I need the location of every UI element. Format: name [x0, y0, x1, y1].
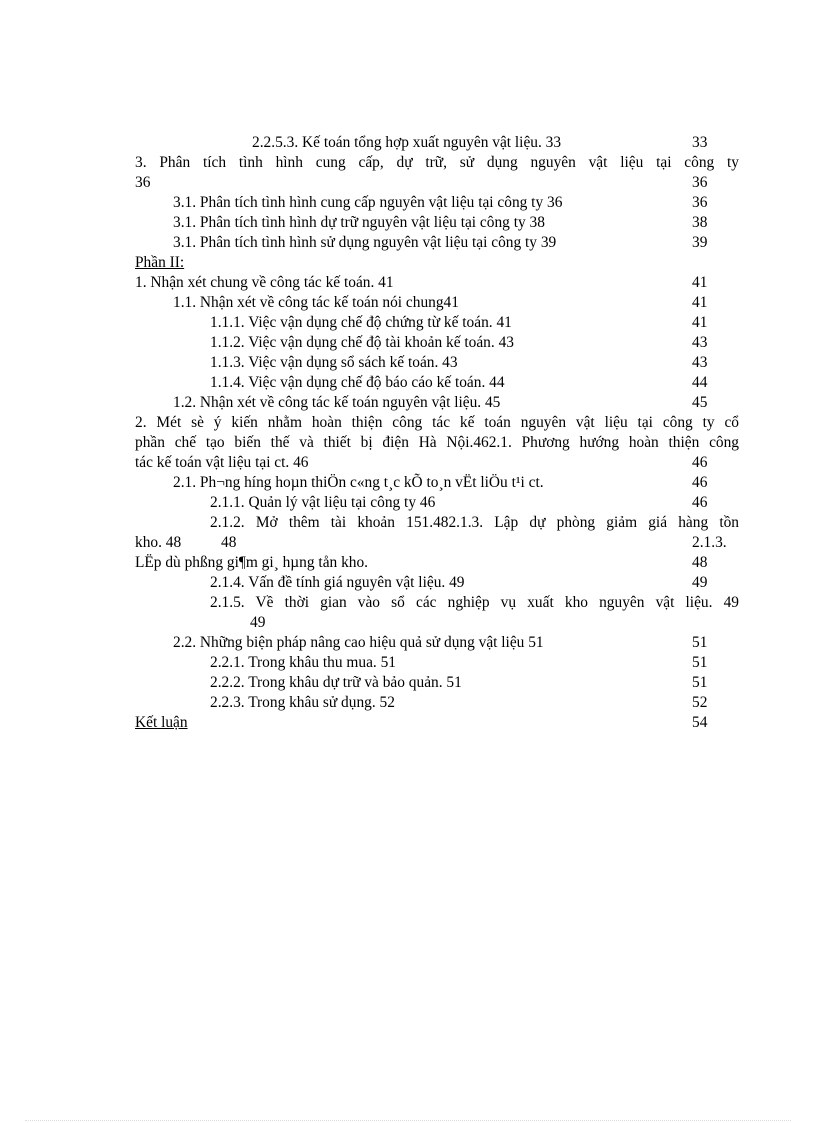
- toc-entry-title: 2.2. Những biện pháp nâng cao hiệu quả sử dụng vật liệu 51: [173, 634, 544, 651]
- toc-entry-page: 51: [692, 654, 708, 671]
- toc-entry-page: 54: [692, 714, 708, 731]
- toc-entry-title: 2.1.1. Quản lý vật liệu tại công ty 46: [210, 494, 436, 511]
- toc-entry[interactable]: [135, 633, 739, 653]
- toc-part-heading[interactable]: [135, 253, 739, 273]
- toc-entry-page: 41: [692, 294, 708, 311]
- toc-entry[interactable]: [135, 473, 739, 493]
- toc-entry-title: 3. Phân tích tình hình cung cấp, dự trữ, sử dụng nguyên vật liệu tại công ty: [135, 154, 739, 171]
- page-bottom-divider: [25, 1120, 791, 1121]
- toc-entry-title-cont: kho. 48: [135, 534, 182, 551]
- toc-entry-title: 3.1. Phân tích tình hình cung cấp nguyên vật liệu tại công ty 36: [173, 194, 563, 211]
- toc-entry[interactable]: [135, 513, 739, 533]
- toc-entry-page: 39: [692, 234, 708, 251]
- toc-entry-page: 51: [692, 674, 708, 691]
- toc-entry-page: 43: [692, 354, 708, 371]
- toc-entry-title: 2.1. Ph¬ng híng hoµn thiÖn c«ng t¸c kÕ to¸n vËt liÖu t¹i ct.: [173, 474, 544, 491]
- toc-entry-continuation: [135, 553, 739, 573]
- toc-entry-page: 33: [692, 134, 708, 151]
- toc-entry-title: 1.1. Nhận xét về công tác kế toán nói chung41: [173, 294, 459, 311]
- toc-entry-page: 51: [692, 634, 708, 651]
- toc-entry-title: 2.1.4. Vấn đề tính giá nguyên vật liệu. 49: [210, 574, 465, 591]
- toc-entry-title-cont: 2.1.3.: [692, 534, 727, 551]
- toc-entry-inline-page: 48: [221, 534, 237, 551]
- toc-entry[interactable]: [135, 273, 739, 293]
- toc-entry-page: 49: [250, 614, 266, 631]
- toc-entry-title-cont: LËp dù phßng gi¶m gi¸ hµng tån kho.: [135, 554, 369, 571]
- toc-entry-continuation: [135, 173, 739, 193]
- toc-entry-continuation: [135, 533, 739, 553]
- toc-entry-continuation: [135, 433, 739, 453]
- toc-entry[interactable]: [135, 693, 739, 713]
- toc-entry[interactable]: [135, 313, 739, 333]
- toc-entry[interactable]: [135, 373, 739, 393]
- toc-entry-title: 2.1.5. Về thời gian vào sổ các nghiệp vụ xuất kho nguyên vật liệu. 49: [210, 594, 739, 611]
- toc-entry-title: 2.2.2. Trong khâu dự trữ và bảo quản. 51: [210, 674, 462, 691]
- toc-entry-title: 1.1.2. Việc vận dụng chế độ tài khoản kế toán. 43: [210, 334, 514, 351]
- toc-entry-title: 1.1.3. Việc vận dụng sổ sách kế toán. 43: [210, 354, 458, 371]
- toc-entry-title: 2.1.2. Mở thêm tài khoản 151.482.1.3. Lập dự phòng giảm giá hàng tồn: [210, 514, 739, 531]
- toc-entry-title-cont: phần chế tạo biến thế và thiết bị điện Hà Nội.462.1. Phương hướng hoàn thiện công: [135, 434, 739, 451]
- toc-entry-continuation: [135, 613, 739, 633]
- toc-entry-page: 36: [692, 174, 708, 191]
- toc-entry-page: 45: [692, 394, 708, 411]
- toc-entry-page: 52: [692, 694, 708, 711]
- toc-entry-page: 41: [692, 274, 708, 291]
- toc-entry-title: 1.1.4. Việc vận dụng chế độ báo cáo kế toán. 44: [210, 374, 505, 391]
- toc-entry-title: 1.1.1. Việc vận dụng chế độ chứng từ kế toán. 41: [210, 314, 512, 331]
- toc-entry[interactable]: [135, 213, 739, 233]
- toc-entry-title: 1. Nhận xét chung về công tác kế toán. 41: [135, 274, 394, 291]
- table-of-contents: [135, 133, 739, 733]
- toc-entry[interactable]: [135, 593, 739, 613]
- toc-entry[interactable]: [135, 573, 739, 593]
- toc-entry[interactable]: [135, 413, 739, 433]
- toc-entry-page: 38: [692, 214, 708, 231]
- toc-entry-title: 3.1. Phân tích tình hình sử dụng nguyên vật liệu tại công ty 39: [173, 234, 557, 251]
- toc-entry[interactable]: [135, 153, 739, 173]
- toc-entry-title: 2.2.5.3. Kế toán tổng hợp xuất nguyên vật liệu. 33: [252, 134, 562, 151]
- toc-entry-continuation: [135, 453, 739, 473]
- toc-entry[interactable]: [135, 353, 739, 373]
- toc-entry-title: 2. Mét sè ý kiến nhằm hoàn thiện công tác kế toán nguyên vật liệu tại công ty cổ: [135, 414, 739, 431]
- toc-entry-title: 2.2.3. Trong khâu sử dụng. 52: [210, 694, 395, 711]
- toc-entry-title: 1.2. Nhận xét về công tác kế toán nguyên vật liệu. 45: [173, 394, 501, 411]
- toc-entry[interactable]: [135, 133, 739, 153]
- toc-entry-page: 46: [692, 494, 708, 511]
- toc-entry-page: 46: [692, 454, 708, 471]
- toc-entry-inline-page: 36: [135, 174, 151, 191]
- toc-entry-page: 48: [692, 554, 708, 571]
- toc-entry[interactable]: [135, 673, 739, 693]
- toc-entry[interactable]: [135, 393, 739, 413]
- toc-entry[interactable]: [135, 713, 739, 733]
- toc-entry-page: 36: [692, 194, 708, 211]
- part-heading: Phần II:: [135, 254, 185, 271]
- toc-entry[interactable]: [135, 493, 739, 513]
- toc-entry[interactable]: [135, 333, 739, 353]
- toc-entry-title-cont: tác kế toán vật liệu tại ct. 46: [135, 454, 309, 471]
- toc-entry-page: 44: [692, 374, 708, 391]
- toc-entry[interactable]: [135, 653, 739, 673]
- toc-entry-page: 41: [692, 314, 708, 331]
- toc-entry-page: 43: [692, 334, 708, 351]
- toc-entry[interactable]: [135, 233, 739, 253]
- toc-entry[interactable]: [135, 193, 739, 213]
- toc-entry-title: 2.2.1. Trong khâu thu mua. 51: [210, 654, 396, 671]
- conclusion-heading: Kết luận: [135, 714, 188, 731]
- toc-entry-page: 46: [692, 474, 708, 491]
- toc-entry-page: 49: [692, 574, 708, 591]
- toc-entry-title: 3.1. Phân tích tình hình dự trữ nguyên vật liệu tại công ty 38: [173, 214, 545, 231]
- toc-entry[interactable]: [135, 293, 739, 313]
